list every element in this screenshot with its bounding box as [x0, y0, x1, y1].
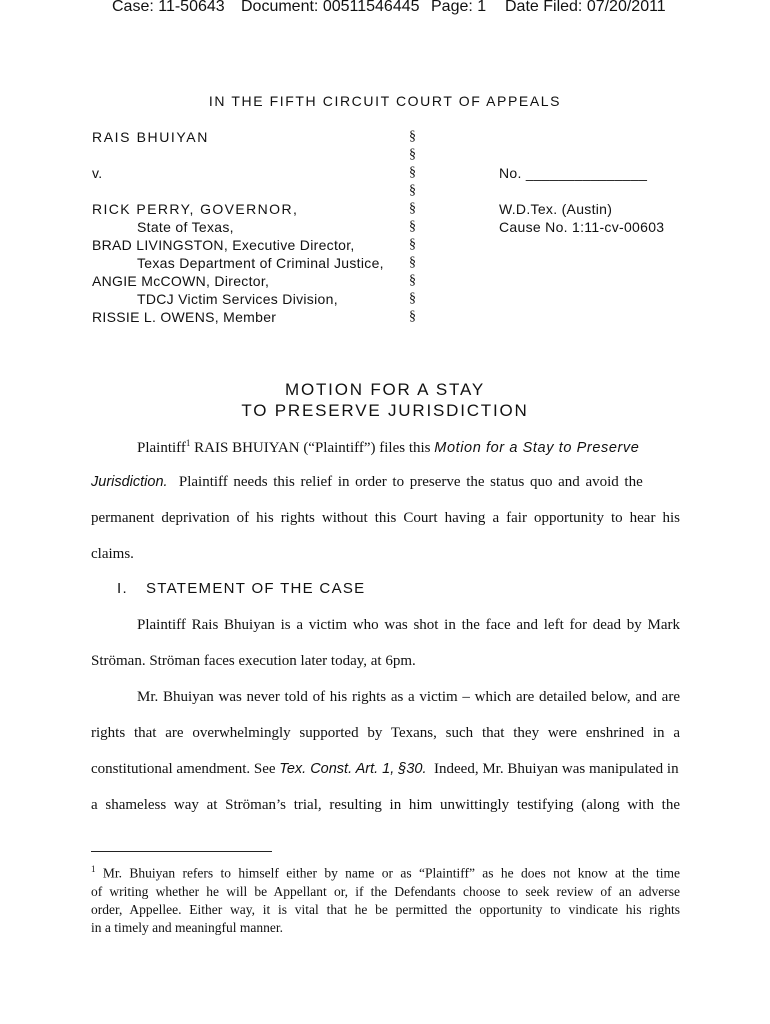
- page-number: Page: 1: [431, 0, 487, 15]
- motion-name-italic: Motion for a Stay to Preserve: [434, 440, 640, 456]
- footnote-line: of writing whether he will be Appellant or, if the Defendants choose to seek review of an adverse: [91, 883, 680, 899]
- document-header: [0, 0, 770, 22]
- defendant-line: Texas Department of Criminal Justice,: [137, 255, 384, 271]
- footnote-line: $^1$ Mr. Bhuiyan refers to himself either by name or as “Plaintiff” as he does not know at the time: [91, 864, 680, 881]
- motion-title-line2: TO PRESERVE JURISDICTION: [241, 401, 529, 420]
- citation-italic: Tex. Const. Art. 1, §30.: [279, 761, 427, 777]
- section-mark: §: [409, 129, 416, 144]
- body-line: constitutional amendment. See Tex. Const. Art. 1, §30. Indeed, Mr. Bhuiyan was manipulated in: [91, 761, 679, 777]
- intro-line1: Plaintiff$^1$ RAIS BHUIYAN (“Plaintiff”) files this Motion for a Stay to Preserve: [137, 438, 640, 456]
- footnote-divider: [91, 851, 272, 852]
- section-mark: §: [409, 201, 416, 216]
- defendant-line: BRAD LIVINGSTON, Executive Director,: [92, 237, 355, 253]
- defendant-line: TDCJ Victim Services Division,: [137, 291, 338, 307]
- section-mark: §: [409, 291, 416, 306]
- court-name: IN THE FIFTH CIRCUIT COURT OF APPEALS: [208, 93, 562, 109]
- date-filed: Date Filed: 07/20/2011: [505, 0, 666, 15]
- intro-line4: claims.: [91, 546, 134, 562]
- footnote-ref: 1: [185, 438, 191, 448]
- footnote: [91, 860, 680, 937]
- section-mark: §: [409, 237, 416, 252]
- case-number: Case: 11-50643: [112, 0, 225, 15]
- body-line: rights that are overwhelmingly supported by Texans, such that they were enshrined in a: [91, 725, 680, 741]
- district-court: W.D.Tex. (Austin): [499, 201, 613, 217]
- footnote-line: order, Appellee. Either way, it is vital that he be permitted the opportunity to vindicate his rights: [91, 901, 680, 917]
- section-heading: [117, 580, 365, 597]
- body-line: Mr. Bhuiyan was never told of his rights as a victim – which are detailed below, and are: [137, 689, 680, 705]
- defendant-line: RICK PERRY, GOVERNOR,: [92, 201, 299, 217]
- section-mark: §: [409, 183, 416, 198]
- section-number: I.: [117, 580, 128, 597]
- cause-number: Cause No. 1:11-cv-00603: [499, 219, 665, 235]
- defendant-line: ANGIE McCOWN, Director,: [92, 273, 270, 289]
- footnote-number: 1: [91, 864, 96, 874]
- case-number-blank: No. _______________: [499, 165, 648, 181]
- intro-line3: permanent deprivation of his rights without this Court having a fair opportunity to hear his: [91, 510, 680, 526]
- body-line: Plaintiff Rais Bhuiyan is a victim who was shot in the face and left for dead by Mark: [137, 617, 680, 633]
- versus: v.: [92, 165, 103, 181]
- body-line: Ströman. Ströman faces execution later today, at 6pm.: [91, 653, 416, 669]
- document-number: Document: 00511546445: [241, 0, 420, 15]
- body-line: a shameless way at Ströman’s trial, resulting in him unwittingly testifying (along with the: [91, 797, 680, 813]
- defendant-line: RISSIE L. OWENS, Member: [92, 309, 277, 325]
- defendant-line: State of Texas,: [137, 219, 234, 235]
- section-title: STATEMENT OF THE CASE: [145, 580, 366, 597]
- plaintiff-name: RAIS BHUIYAN: [92, 129, 209, 145]
- intro-line2: Jurisdiction. Plaintiff needs this relief in order to preserve the status quo and avoid the: [91, 474, 643, 490]
- section-mark: §: [409, 309, 416, 324]
- section-mark: §: [409, 147, 416, 162]
- section-mark: §: [409, 273, 416, 288]
- section-mark: §: [409, 219, 416, 234]
- motion-title-line1: MOTION FOR A STAY: [285, 380, 485, 399]
- section-mark: §: [409, 165, 416, 180]
- footnote-line: in a timely and meaningful manner.: [91, 919, 283, 935]
- section-mark: §: [409, 255, 416, 270]
